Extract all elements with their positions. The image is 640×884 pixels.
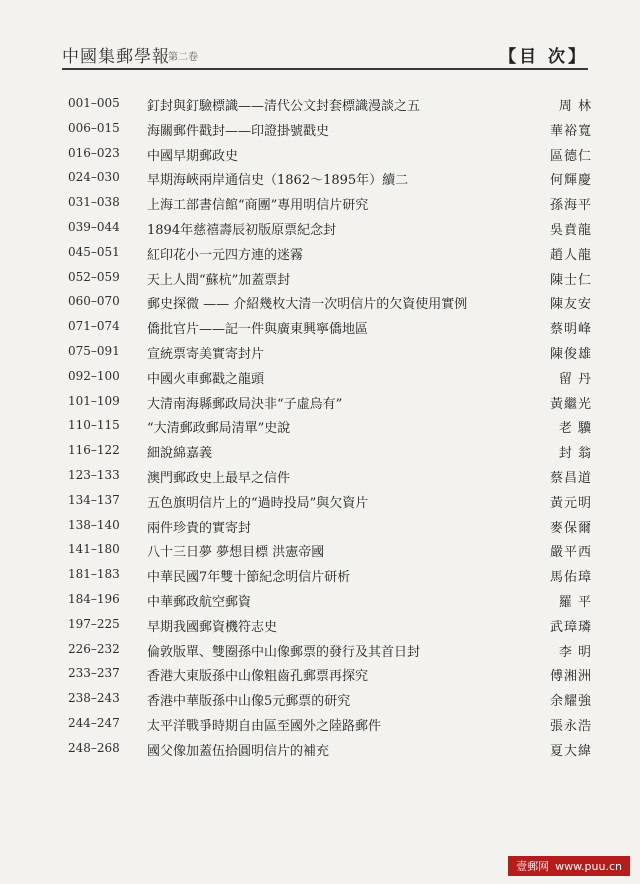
- toc-article-title: 早期海峽兩岸通信史（1862～1895年）續二: [147, 173, 409, 189]
- page-header: [62, 40, 588, 76]
- toc-author: 周 林: [558, 99, 592, 114]
- toc-page-range: 116–122: [68, 443, 120, 458]
- toc-article-title: 兩件珍貴的實寄封: [147, 520, 252, 536]
- toc-page-range: 045–051: [68, 244, 120, 259]
- toc-author: 黃繼光: [549, 396, 592, 412]
- toc-page-range: 101–109: [68, 393, 120, 408]
- toc-row: [68, 168, 592, 193]
- toc-article-title: 1894年慈禧壽辰初版原票紀念封: [147, 222, 337, 238]
- toc-author: 傅湘洲: [549, 669, 592, 685]
- toc-article-title: 天上人間“蘇杭”加蓋票封: [147, 272, 291, 288]
- toc-author: 蔡明峰: [549, 322, 592, 338]
- toc-author: 張永浩: [549, 718, 592, 734]
- toc-author: 區德仁: [549, 148, 592, 164]
- toc-author: 馬佑璋: [549, 570, 592, 586]
- toc-row: [68, 392, 592, 417]
- toc-page-range: 060–070: [68, 294, 120, 309]
- site-watermark: [508, 856, 630, 876]
- toc-row: [68, 193, 592, 218]
- toc-author: 陳友安: [549, 297, 592, 313]
- toc-row: [68, 689, 592, 714]
- toc-row: [68, 491, 592, 516]
- toc-row: [68, 119, 592, 144]
- toc-article-title: 澳門郵政史上最早之信件: [147, 470, 291, 486]
- toc-page-range: 024–030: [68, 170, 120, 185]
- toc-row: [68, 144, 592, 169]
- toc-row: [68, 540, 592, 565]
- table-of-contents: [68, 94, 592, 764]
- toc-article-title: “大清郵政郵局清單”史說: [147, 421, 291, 437]
- toc-row: [68, 739, 592, 764]
- toc-author: 夏大緯: [549, 743, 592, 759]
- toc-row: [68, 367, 592, 392]
- toc-row: [68, 615, 592, 640]
- toc-page-range: 092–100: [68, 368, 120, 383]
- toc-author: 黃元明: [549, 495, 592, 511]
- section-title: 【目 次】: [499, 47, 588, 67]
- toc-page-range: 075–091: [68, 343, 120, 358]
- toc-author: 孫海平: [549, 198, 592, 214]
- toc-article-title: 香港中華版孫中山像5元郵票的研究: [147, 694, 351, 710]
- toc-row: [68, 640, 592, 665]
- toc-author: 羅 平: [558, 594, 592, 610]
- toc-article-title: 宣統票寄美實寄封片: [147, 346, 265, 362]
- toc-author: 吳賁龍: [549, 222, 592, 238]
- toc-page-range: 052–059: [68, 269, 120, 284]
- toc-row: [68, 243, 592, 268]
- toc-page-range: 181–183: [68, 567, 120, 582]
- toc-page-range: 006–015: [68, 120, 120, 135]
- header-rule: [62, 68, 588, 70]
- toc-row: [68, 94, 592, 119]
- toc-row: [68, 416, 592, 441]
- watermark-url: www.puu.cn: [555, 859, 622, 873]
- toc-page-range: 001–005: [68, 96, 120, 110]
- toc-page-range: 138–140: [68, 517, 120, 532]
- toc-row: [68, 342, 592, 367]
- toc-page-range: 123–133: [68, 467, 120, 482]
- toc-row: [68, 292, 592, 317]
- toc-article-title: 中國早期郵政史: [147, 148, 239, 164]
- toc-page-range: 248–268: [68, 740, 120, 755]
- toc-page-range: 238–243: [68, 691, 120, 706]
- toc-page-range: 197–225: [68, 616, 120, 631]
- toc-author: 留 丹: [558, 371, 592, 387]
- toc-page-range: 184–196: [68, 591, 120, 606]
- toc-author: 蔡昌道: [549, 470, 592, 486]
- toc-author: 華裕寬: [549, 123, 592, 139]
- toc-article-title: 大清南海縣郵政局決非“子虛烏有”: [147, 396, 343, 412]
- toc-article-title: 郵史探微 —— 介紹幾枚大清一次明信片的欠資使用實例: [147, 297, 468, 313]
- toc-article-title: 太平洋戰爭時期自由區至國外之陸路郵件: [147, 718, 382, 734]
- toc-page-range: 016–023: [68, 145, 120, 160]
- toc-author: 老 驥: [558, 421, 592, 437]
- toc-page-range: 071–074: [68, 319, 120, 334]
- toc-page-range: 110–115: [68, 418, 120, 433]
- toc-article-title: 中國火車郵戳之龍頭: [147, 371, 265, 387]
- toc-author: 嚴平西: [549, 545, 592, 561]
- toc-page-range: 233–237: [68, 666, 120, 681]
- toc-author: 陳士仁: [549, 272, 592, 288]
- toc-article-title: 細說綿嘉義: [147, 446, 213, 462]
- toc-page-range: 226–232: [68, 641, 120, 656]
- watermark-site-name: 壹郵网: [516, 860, 550, 873]
- toc-row: [68, 268, 592, 293]
- toc-row: [68, 516, 592, 541]
- toc-page-range: 141–180: [68, 542, 120, 557]
- toc-author: 李 明: [558, 644, 592, 660]
- toc-row: [68, 565, 592, 590]
- toc-row: [68, 317, 592, 342]
- toc-row: [68, 590, 592, 615]
- toc-page-range: 039–044: [68, 219, 120, 234]
- toc-row: [68, 714, 592, 739]
- toc-article-title: 國父像加蓋伍拾圓明信片的補充: [147, 743, 330, 759]
- toc-article-title: 紅印花小一元四方連的迷霧: [147, 247, 304, 263]
- toc-author: 趙人龍: [549, 247, 592, 263]
- toc-article-title: 中華民國7年雙十節紀念明信片研析: [147, 570, 351, 586]
- toc-row: [68, 218, 592, 243]
- journal-title: 中國集郵學報: [62, 47, 170, 67]
- toc-author: 封 翁: [558, 446, 592, 462]
- toc-page-range: 031–038: [68, 195, 120, 210]
- toc-author: 武璋璘: [549, 619, 592, 635]
- toc-author: 麥保爾: [549, 520, 592, 536]
- toc-article-title: 釘封與釘驗標識——清代公文封套標識漫談之五: [147, 99, 421, 114]
- toc-author: 陳俊雄: [549, 346, 592, 362]
- toc-article-title: 中華郵政航空郵資: [147, 594, 252, 610]
- toc-row: [68, 466, 592, 491]
- toc-row: [68, 664, 592, 689]
- toc-page-range: 244–247: [68, 715, 120, 730]
- toc-article-title: 僑批官片——記一件與廣東興寧僑地區: [147, 322, 369, 338]
- toc-author: 余耀強: [549, 694, 592, 710]
- toc-page-range: 134–137: [68, 492, 120, 507]
- toc-article-title: 八十三日夢 夢想目標 洪憲帝國: [147, 545, 325, 561]
- toc-article-title: 倫敦版單、雙圈孫中山像郵票的發行及其首日封: [147, 644, 421, 660]
- toc-article-title: 海關郵件戳封——印證掛號戳史: [147, 123, 330, 139]
- toc-article-title: 五色旗明信片上的“過時投局”與欠資片: [147, 495, 369, 511]
- toc-article-title: 上海工部書信館“商團”專用明信片研究: [147, 198, 369, 214]
- toc-author: 何輝慶: [549, 173, 592, 189]
- toc-article-title: 香港大東版孫中山像粗齒孔郵票再探究: [147, 669, 369, 685]
- volume-label: 第二卷: [168, 52, 198, 63]
- toc-row: [68, 441, 592, 466]
- toc-article-title: 早期我國郵資機符志史: [147, 619, 278, 635]
